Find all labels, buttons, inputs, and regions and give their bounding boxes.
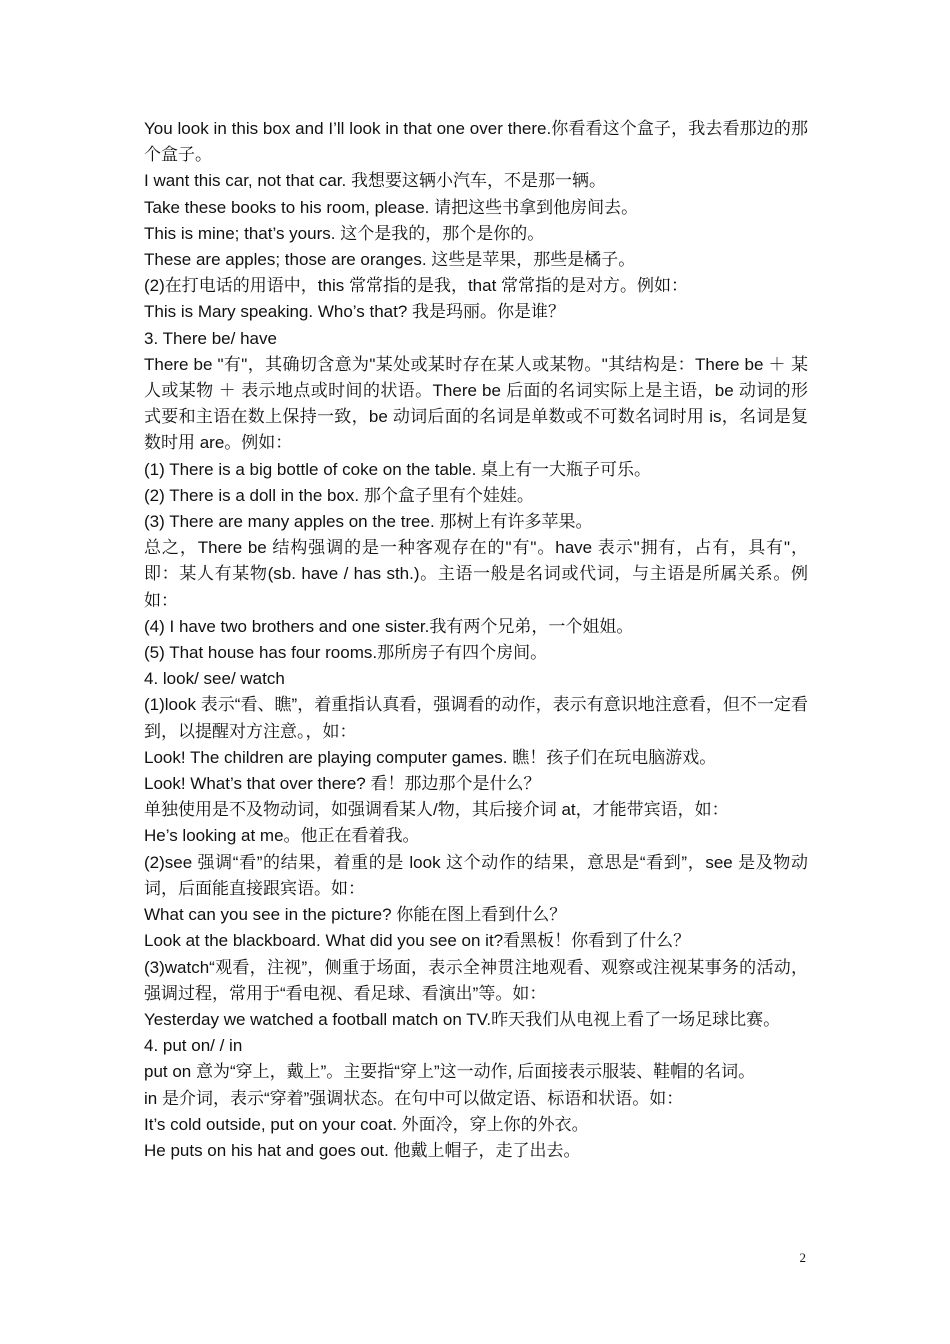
page-number: 2: [799, 1250, 806, 1265]
text-line: This is mine; that’s yours. 这个是我的，那个是你的。: [144, 223, 545, 243]
paragraph: (3)watch“观看，注视”，侧重于场面，表示全神贯注地观看、观察或注视某事务的活动，强调过程，常用于“看电视、看足球、看演出”等。如：: [144, 957, 808, 1003]
text-line: These are apples; those are oranges. 这些是苹果，那些是橘子。: [144, 250, 636, 270]
paragraph: put on 意为“穿上，戴上”。主要指“穿上”这一动作, 后面接表示服装、鞋帽的名词。: [144, 1062, 756, 1082]
example-line: (2) There is a doll in the box. 那个盒子里有个娃娃。: [144, 485, 534, 505]
example-line: He’s looking at me。他正在看着我。: [144, 826, 420, 846]
example-line: (5) That house has four rooms.那所房子有四个房间。: [144, 643, 548, 663]
paragraph: 总之，There be 结构强调的是一种客观存在的"有"。have 表示"拥有，占有，具有"，即：某人有某物(sb. have / has sth.)。主语一般是名词或代词，与主语是所属关系。例如：: [144, 538, 808, 610]
document-body: [144, 116, 808, 1164]
paragraph: 单独使用是不及物动词，如强调看某人/物，其后接介词 at，才能带宾语，如：: [144, 800, 729, 820]
text-line: I want this car, not that car. 我想要这辆小汽车，不是那一辆。: [144, 171, 606, 191]
example-line: He puts on his hat and goes out. 他戴上帽子，走了出去。: [144, 1140, 581, 1160]
example-line: (4) I have two brothers and one sister.我有两个兄弟，一个姐姐。: [144, 616, 634, 636]
example-line: (1) There is a big bottle of coke on the table. 桌上有一大瓶子可乐。: [144, 459, 652, 479]
example-line: What can you see in the picture? 你能在图上看到什么？: [144, 905, 567, 925]
example-line: Look! What’s that over there? 看！那边那个是什么？: [144, 774, 541, 794]
example-line: Yesterday we watched a football match on TV.昨天我们从电视上看了一场足球比赛。: [144, 1009, 781, 1029]
example-line: (3) There are many apples on the tree. 那树上有许多苹果。: [144, 512, 593, 532]
section-heading: 4. put on/ / in: [144, 1036, 243, 1056]
paragraph: (2)see 强调“看”的结果，着重的是 look 这个动作的结果，意思是“看到”，see 是及物动词，后面能直接跟宾语。如：: [144, 852, 808, 898]
example-line: Look! The children are playing computer games. 瞧！孩子们在玩电脑游戏。: [144, 747, 717, 767]
paragraph: (1)look 表示“看、瞧”，着重指认真看，强调看的动作，表示有意识地注意看，但不一定看到，以提醒对方注意。，如：: [144, 695, 808, 741]
paragraph: There be "有"，其确切含意为"某处或某时存在某人或某物。"其结构是：There be ＋ 某人或某物 ＋ 表示地点或时间的状语。There be 后面的名词实际上是主语，be 动词的形式要和主语在数上保持一致，be 动词后面的名词是单数或不可数名词时用 is，名词是复数时用 are。例如：: [144, 354, 808, 453]
paragraph: in 是介词，表示“穿着”强调状态。在句中可以做定语、标语和状语。如：: [144, 1088, 684, 1108]
section-heading: 4. look/ see/ watch: [144, 669, 285, 689]
text-line: This is Mary speaking. Who’s that? 我是玛丽。你是谁？: [144, 302, 566, 322]
text-line: Take these books to his room, please. 请把这些书拿到他房间去。: [144, 197, 639, 217]
text-line: (2)在打电话的用语中，this 常常指的是我，that 常常指的是对方。例如：: [144, 276, 689, 296]
example-line: Look at the blackboard. What did you see on it?看黑板！你看到了什么？: [144, 931, 691, 951]
section-heading: 3. There be/ have: [144, 328, 277, 348]
example-line: It’s cold outside, put on your coat. 外面冷，穿上你的外衣。: [144, 1114, 589, 1134]
text-line: You look in this box and I’ll look in that one over there.你看看这个盒子，我去看那边的那个盒子。: [144, 119, 808, 165]
